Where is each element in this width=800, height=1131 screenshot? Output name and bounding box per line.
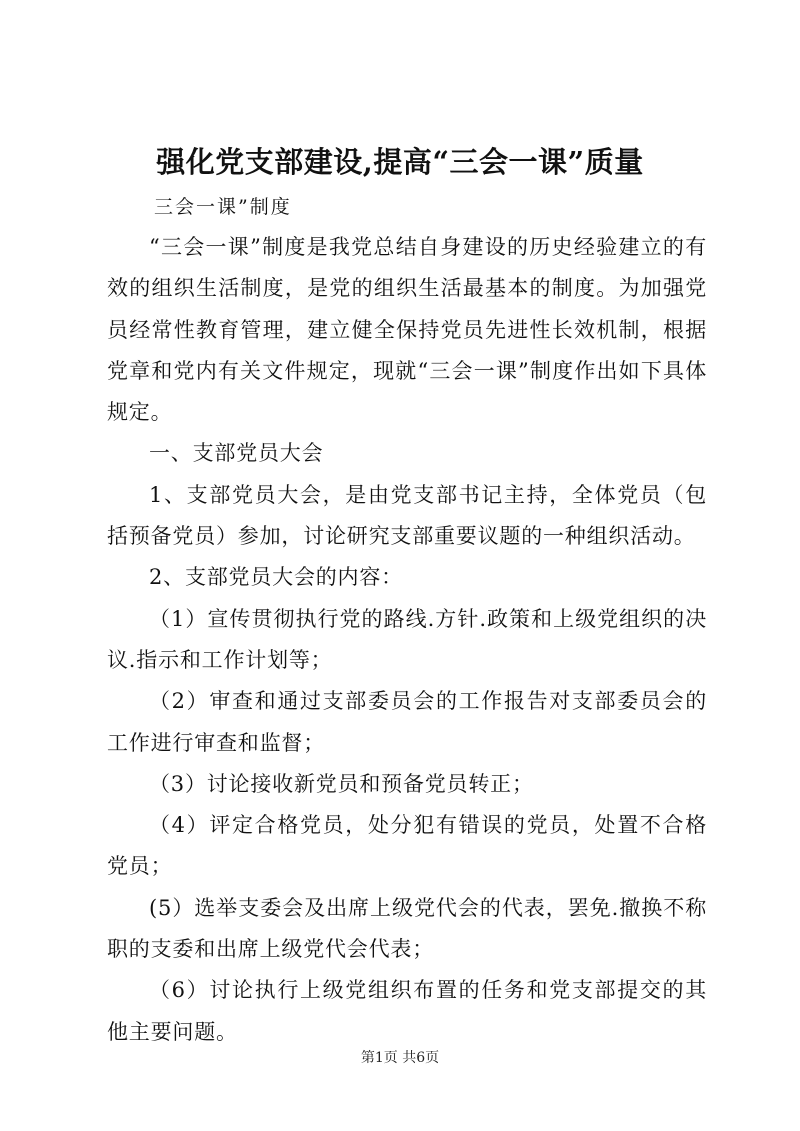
page-number-footer: 第1页 共6页 [360,1050,440,1066]
section-heading-party-member-meeting: 一、支部党员大会 [149,441,324,466]
paragraph-intro: “三会一课”制度是我党总结自身建设的历史经验建立的有效的组织生活制度，是党的组织生活最基本的制度。为加强党员经常性教育管理，建立健全保持党员先进性长效机制，根据党章和党内有关文件规定，现就“三会一课”制度作出如下具体规定。 [107,235,707,425]
list-item-3: （3）讨论接收新党员和预备党员转正； [149,771,534,796]
list-item-5: (5）选举支委会及出席上级党代会的代表，罢免.撤换不称职的支委和出席上级党代会代表； [107,895,707,962]
paragraph-item-2: 2、支部党员大会的内容： [149,565,403,590]
document-body [107,227,707,1053]
paragraph-item-1: 1、支部党员大会，是由党支部书记主持，全体党员（包括预备党员）参加，讨论研究支部重要议题的一种组织活动。 [107,482,707,549]
document-subtitle: 三会一课”制度 [154,196,292,218]
list-item-6: （6）讨论执行上级党组织布置的任务和党支部提交的其他主要问题。 [107,978,707,1044]
list-item-1: （1）宣传贯彻执行党的路线.方针.政策和上级党组织的决议.指示和工作计划等； [107,606,707,672]
list-item-4: （4）评定合格党员，处分犯有错误的党员，处置不合格党员； [107,813,707,879]
list-item-2: （2）审查和通过支部委员会的工作报告对支部委员会的工作进行审查和监督； [107,689,707,755]
document-title: 强化党支部建设,提高“三会一课”质量 [156,145,644,179]
